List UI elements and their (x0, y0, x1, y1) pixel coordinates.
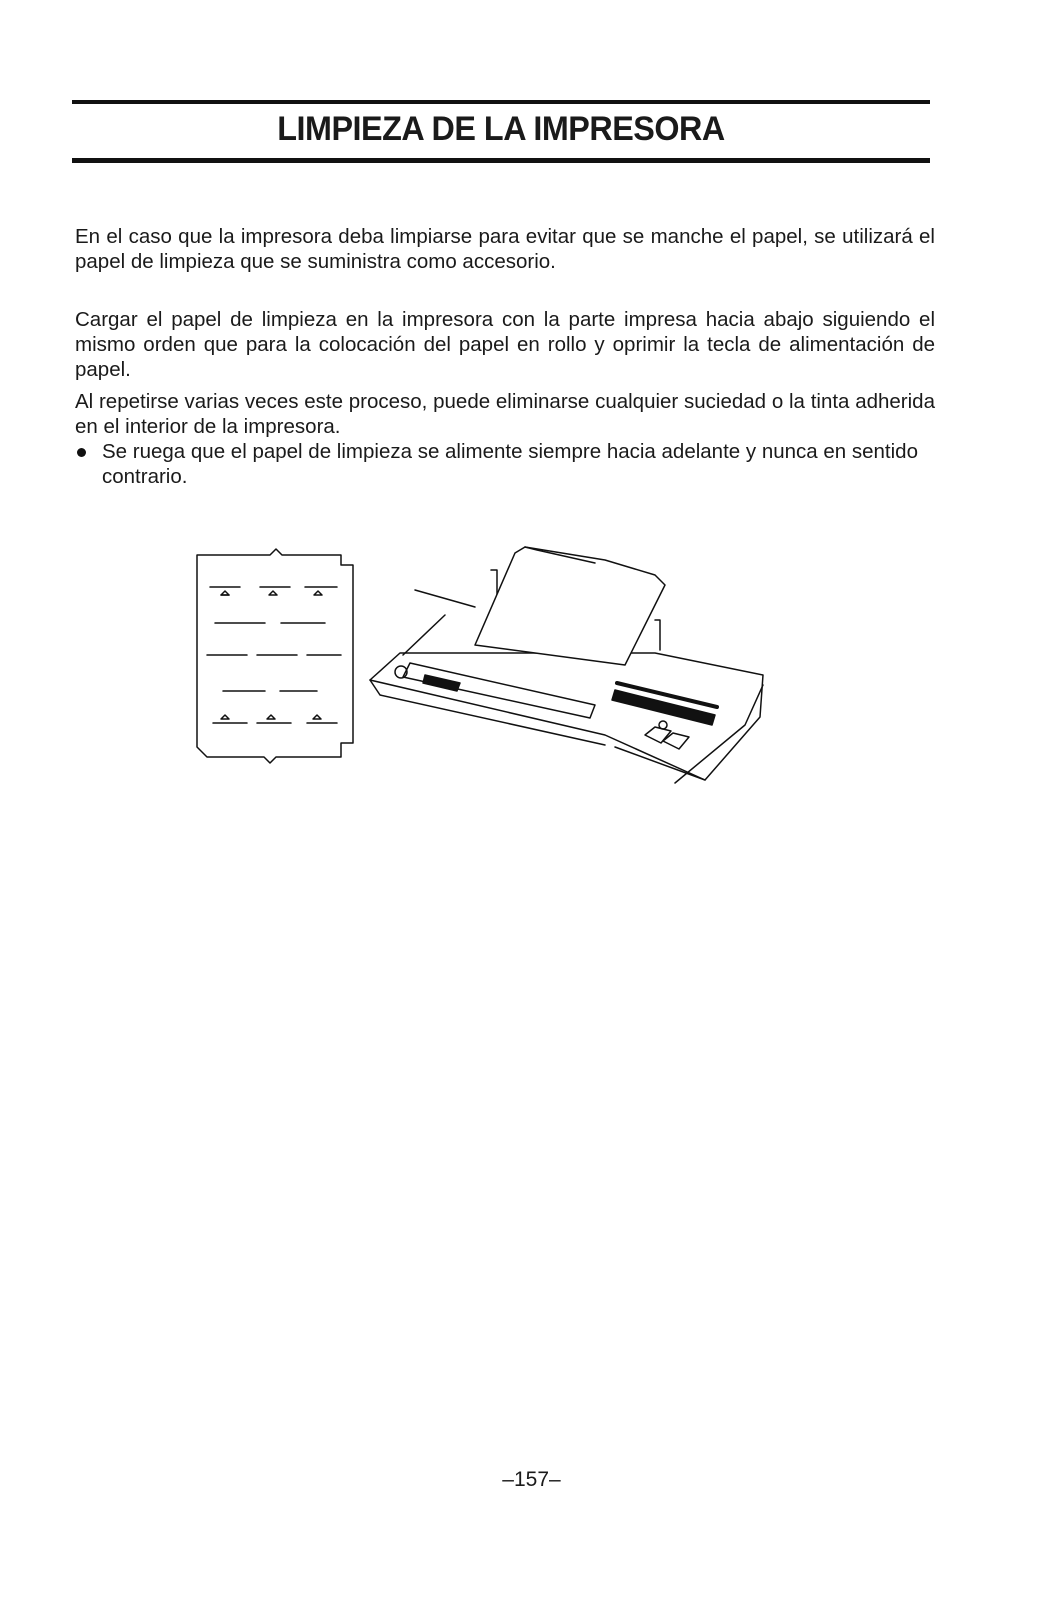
bullet-note (75, 439, 962, 489)
cleaning-illustration (185, 535, 785, 800)
bullet-text: Se ruega que el papel de limpieza se alimente siempre hacia adelante y nunca en sentido contrario. (102, 440, 918, 488)
paragraph-loading: Cargar el papel de limpieza en la impresora con la parte impresa hacia abajo siguiendo el mismo orden que para la colocación del papel en rollo y oprimir la tecla de alimentación de papel. (75, 308, 935, 381)
bullet-icon (77, 448, 86, 457)
page-title: LIMPIEZA DE LA IMPRESORA (277, 110, 725, 148)
paragraph-repeat: Al repetirse varias veces este proceso, puede eliminarse cualquier suciedad o la tinta adherida en el interior de la impresora. (75, 390, 935, 438)
printer-icon (370, 547, 763, 783)
title-rule-bottom (72, 158, 930, 163)
title-rule-top (72, 100, 930, 104)
cleaning-sheet-icon (197, 549, 353, 763)
page-number: –157– (502, 1468, 561, 1491)
paragraph-intro: En el caso que la impresora deba limpiarse para evitar que se manche el papel, se utilizará el papel de limpieza que se suministra como accesorio. (75, 225, 935, 273)
